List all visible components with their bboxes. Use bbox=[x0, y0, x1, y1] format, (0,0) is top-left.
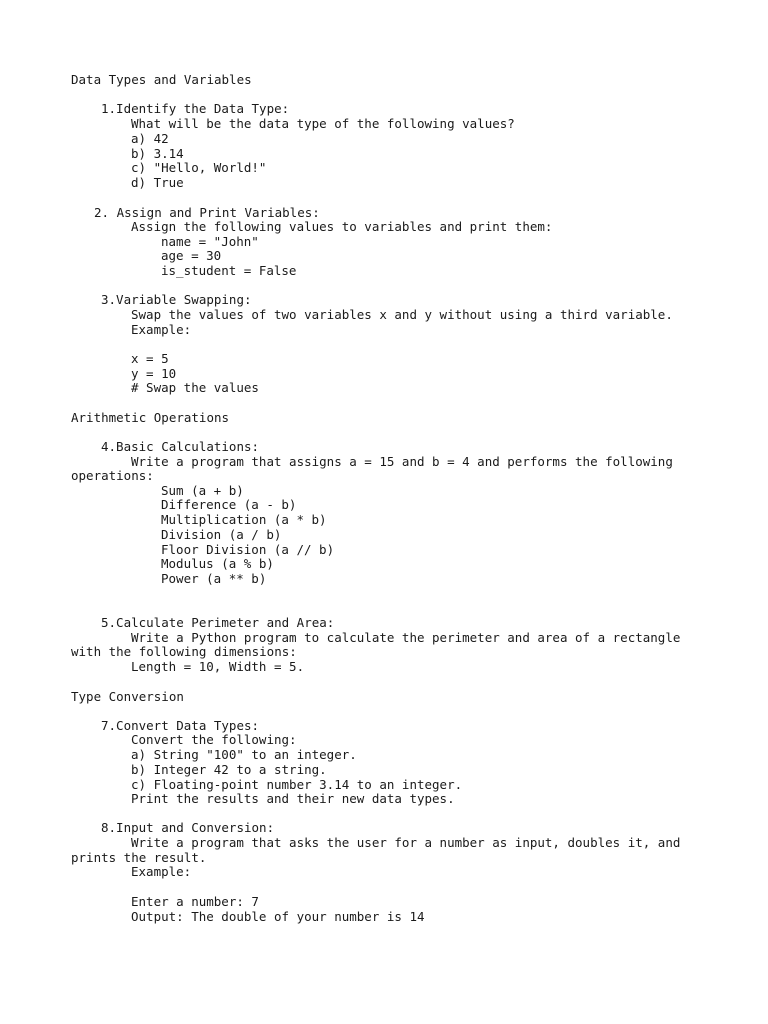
question-1-prompt: What will be the data type of the following values? bbox=[131, 116, 515, 131]
question-8-example-output: Output: The double of your number is 14 bbox=[131, 909, 425, 924]
question-4-operation: Sum (a + b) bbox=[161, 483, 244, 498]
question-3-code-line: y = 10 bbox=[131, 366, 177, 381]
question-1-option-b: b) 3.14 bbox=[131, 146, 184, 161]
question-1-option-d: d) True bbox=[131, 175, 184, 190]
question-7-closing: Print the results and their new data types. bbox=[131, 791, 455, 806]
question-2-title: 2. Assign and Print Variables: bbox=[94, 205, 320, 220]
question-7-title: 7.Convert Data Types: bbox=[101, 718, 260, 733]
question-2-code-line: is_student = False bbox=[161, 263, 297, 278]
question-2-code-line: age = 30 bbox=[161, 248, 222, 263]
question-2-prompt: Assign the following values to variables and print them: bbox=[131, 219, 553, 234]
section-heading-arithmetic: Arithmetic Operations bbox=[71, 410, 230, 425]
question-8-prompt-continued: prints the result. bbox=[71, 850, 207, 865]
question-1-option-c: c) "Hello, World!" bbox=[131, 160, 267, 175]
question-5-prompt: Write a Python program to calculate the perimeter and area of a rectangle bbox=[131, 630, 681, 645]
question-5-dimensions: Length = 10, Width = 5. bbox=[131, 659, 305, 674]
question-4-operation: Power (a ** b) bbox=[161, 571, 267, 586]
question-8-prompt: Write a program that asks the user for a number as input, doubles it, and bbox=[131, 835, 681, 850]
section-heading-data-types: Data Types and Variables bbox=[71, 72, 252, 87]
question-4-operation: Modulus (a % b) bbox=[161, 556, 274, 571]
question-4-operation: Division (a / b) bbox=[161, 527, 282, 542]
question-7-item-a: a) String "100" to an integer. bbox=[131, 747, 357, 762]
question-3-example-label: Example: bbox=[131, 322, 192, 337]
question-5-title: 5.Calculate Perimeter and Area: bbox=[101, 615, 335, 630]
question-3-prompt: Swap the values of two variables x and y without using a third variable. bbox=[131, 307, 673, 322]
question-3-code-line: # Swap the values bbox=[131, 380, 259, 395]
question-8-title: 8.Input and Conversion: bbox=[101, 820, 275, 835]
question-5-prompt-continued: with the following dimensions: bbox=[71, 644, 297, 659]
question-3-title: 3.Variable Swapping: bbox=[101, 292, 252, 307]
question-4-operation: Multiplication (a * b) bbox=[161, 512, 327, 527]
question-4-prompt-continued: operations: bbox=[71, 468, 154, 483]
question-4-operation: Floor Division (a // b) bbox=[161, 542, 335, 557]
section-heading-type-conversion: Type Conversion bbox=[71, 689, 184, 704]
question-4-prompt: Write a program that assigns a = 15 and b = 4 and performs the following bbox=[131, 454, 673, 469]
question-1-title: 1.Identify the Data Type: bbox=[101, 101, 290, 116]
question-4-operation: Difference (a - b) bbox=[161, 497, 297, 512]
question-7-item-c: c) Floating-point number 3.14 to an integer. bbox=[131, 777, 463, 792]
question-2-code-line: name = "John" bbox=[161, 234, 259, 249]
question-4-title: 4.Basic Calculations: bbox=[101, 439, 260, 454]
question-8-example-input: Enter a number: 7 bbox=[131, 894, 259, 909]
question-7-item-b: b) Integer 42 to a string. bbox=[131, 762, 327, 777]
question-1-option-a: a) 42 bbox=[131, 131, 169, 146]
question-3-code-line: x = 5 bbox=[131, 351, 169, 366]
question-8-example-label: Example: bbox=[131, 864, 192, 879]
question-7-prompt: Convert the following: bbox=[131, 732, 297, 747]
